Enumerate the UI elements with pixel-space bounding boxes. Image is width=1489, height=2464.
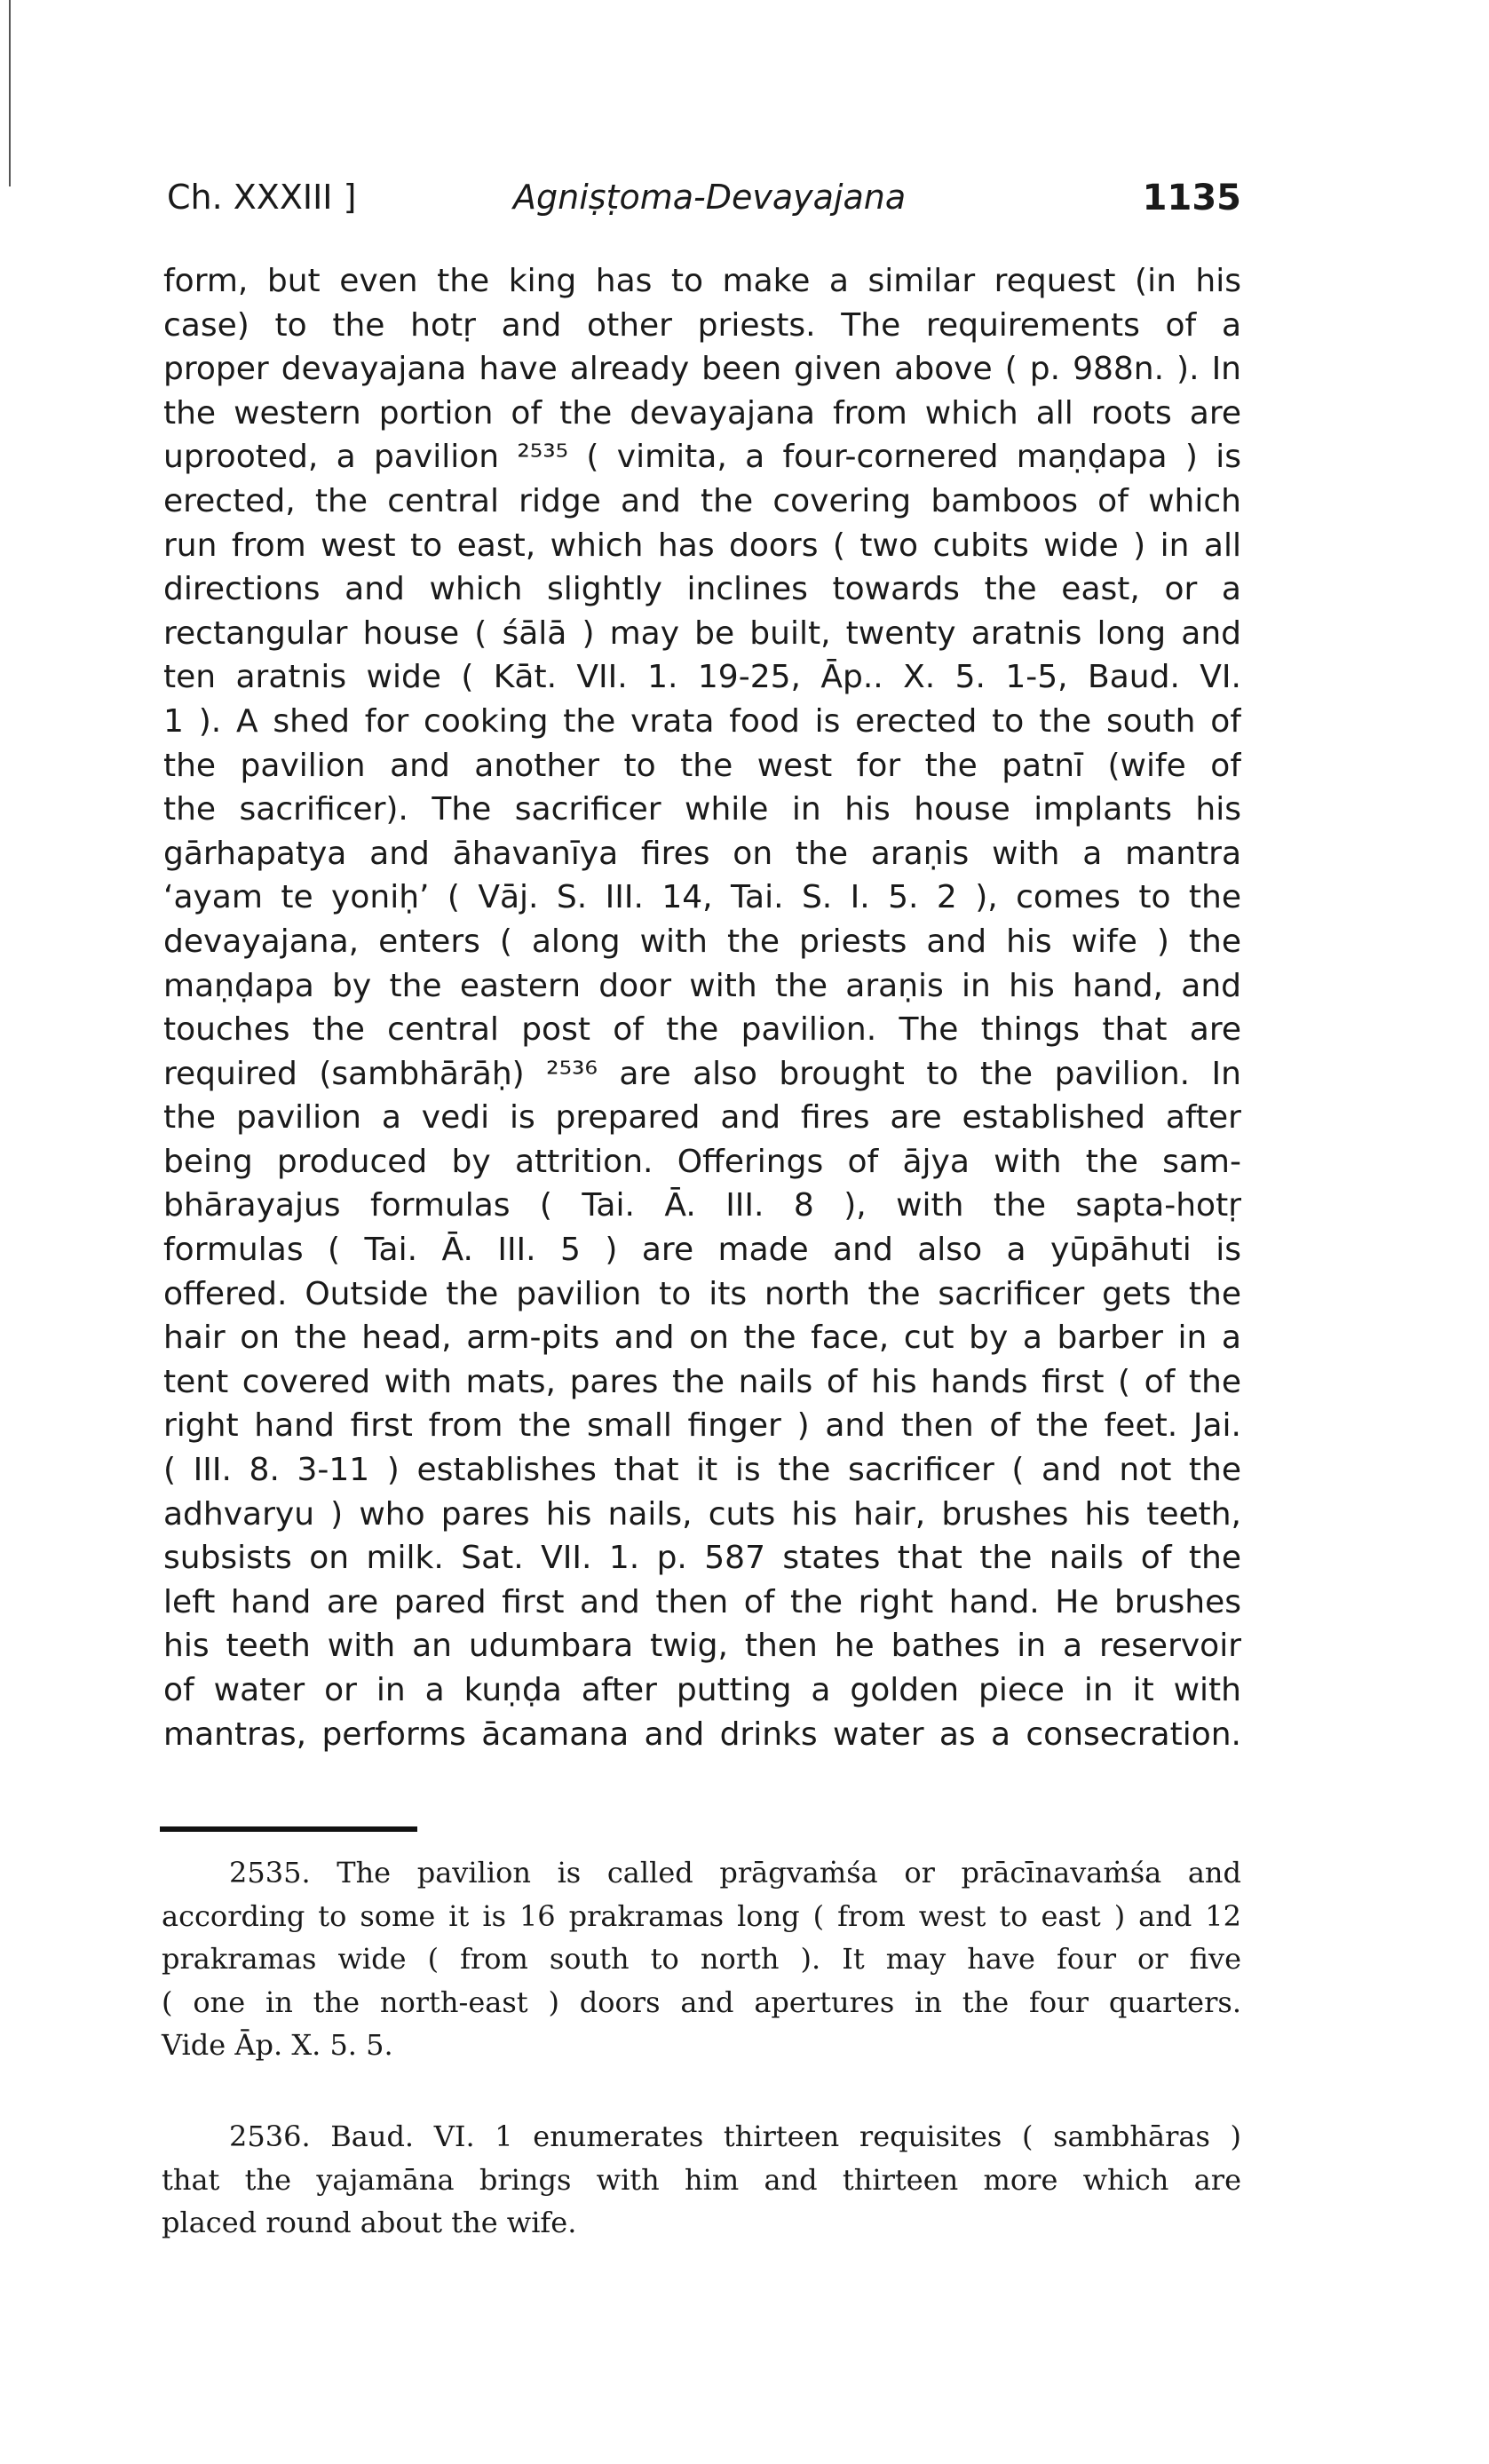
text-line: case) to the hotṛ and other priests. The requirements of a: [163, 306, 1241, 344]
text-line: subsists on milk. Sat. VII. 1. p. 587 states that the nails of the: [163, 1540, 1241, 1577]
text-line: formulas ( Tai. Ā. III. 5 ) are made and also a yūpāhuti is: [163, 1232, 1241, 1269]
text-line: offered. Outside the pavilion to its north the sacrificer gets the: [163, 1275, 1241, 1312]
footnote-line: Vide Āp. X. 5. 5.: [162, 2028, 393, 2062]
text-line: the western portion of the devayajana from which all roots are: [163, 394, 1241, 432]
footnote-line: according to some it is 16 prakramas long ( from west to east ) and 12: [162, 1898, 1241, 1933]
text-line: maṇḍapa by the eastern door with the araṇis in his hand, and: [163, 967, 1241, 1004]
footnote-2535: [162, 1851, 1241, 2067]
running-title: Agniṣṭoma-Devayajana: [513, 178, 907, 217]
text-line: directions and which slightly inclines towards the east, or a: [163, 571, 1241, 608]
text-line: hair on the head, arm-pits and on the face, cut by a barber in a: [163, 1319, 1241, 1357]
text-line: proper devayajana have already been given above ( p. 988n. ). In: [163, 351, 1241, 388]
text-line: the pavilion and another to the west for the patnī (wife of: [163, 747, 1241, 784]
text-line: tent covered with mats, pares the nails of his hands first ( of the: [163, 1363, 1241, 1400]
text-line: right hand first from the small finger ) and then of the feet. Jai.: [163, 1407, 1241, 1445]
text-line: mantras, performs ācamana and drinks water as a consecration.: [163, 1715, 1241, 1753]
text-line: form, but even the king has to make a similar request (in his: [163, 263, 1241, 299]
footnote-line: prakramas wide ( from south to north ). It may have four or five: [162, 1942, 1241, 1976]
footnote-separator: [160, 1826, 417, 1832]
main-text: [163, 259, 1241, 1756]
scan-edge-line: [9, 0, 11, 186]
running-header: [167, 178, 1241, 231]
page-number: 1135: [1142, 178, 1241, 218]
text-line: left hand are pared first and then of the right hand. He brushes: [163, 1583, 1241, 1620]
text-line: rectangular house ( śālā ) may be built, twenty aratnis long and: [163, 614, 1241, 652]
text-line: touches the central post of the pavilion. The things that are: [163, 1011, 1241, 1049]
footnote-line: placed round about the wife.: [162, 2206, 577, 2239]
text-line: 1 ). A shed for cooking the vrata food is erected to the south of: [163, 702, 1241, 740]
text-line: adhvaryu ) who pares his nails, cuts his hair, brushes his teeth,: [163, 1495, 1241, 1533]
text-line: ( III. 8. 3-11 ) establishes that it is the sacrificer ( and not the: [163, 1452, 1241, 1489]
text-line: being produced by attrition. Offerings of ājya with the sam-: [163, 1143, 1241, 1180]
text-line: the pavilion a vedi is prepared and fires are established after: [163, 1099, 1241, 1137]
text-line: bhārayajus formulas ( Tai. Ā. III. 8 ), with the sapta-hotṛ: [163, 1187, 1241, 1224]
text-line: erected, the central ridge and the covering bamboos of which: [163, 482, 1241, 519]
footnote-line: 2535. The pavilion is called prāgvaṁśa or prācīnavaṁśa and: [229, 1856, 1241, 1890]
text-line: required (sambhārāḥ) ²⁵³⁶ are also brought to the pavilion. In: [163, 1055, 1241, 1092]
footnote-line: ( one in the north-east ) doors and apertures in the four quarters.: [162, 1985, 1241, 2019]
footnote-2536: [162, 2115, 1241, 2245]
chapter-label: Ch. XXXIII ]: [167, 178, 357, 217]
footnote-line: 2536. Baud. VI. 1 enumerates thirteen requisites ( sambhāras ): [229, 2119, 1241, 2153]
text-line: ten aratnis wide ( Kāt. VII. 1. 19-25, Āp.. X. 5. 1-5, Baud. VI.: [163, 659, 1241, 696]
text-line: of water or in a kuṇḍa after putting a golden piece in it with: [163, 1672, 1241, 1708]
text-line: devayajana, enters ( along with the priests and his wife ) the: [163, 923, 1241, 960]
text-line: uprooted, a pavilion ²⁵³⁵ ( vimita, a four-cornered maṇḍapa ) is: [163, 439, 1241, 476]
text-line: run from west to east, which has doors ( two cubits wide ) in all: [163, 527, 1241, 564]
text-line: gārhapatya and āhavanīya fires on the araṇis with a mantra: [163, 835, 1241, 872]
text-line: his teeth with an udumbara twig, then he bathes in a reservoir: [163, 1628, 1241, 1665]
footnote-line: that the yajamāna brings with him and thirteen more which are: [162, 2162, 1241, 2197]
text-line: ‘ayam te yoniḥ’ ( Vāj. S. III. 14, Tai. S. I. 5. 2 ), comes to the: [163, 879, 1241, 916]
text-line: the sacrificer). The sacrificer while in his house implants his: [163, 791, 1241, 828]
